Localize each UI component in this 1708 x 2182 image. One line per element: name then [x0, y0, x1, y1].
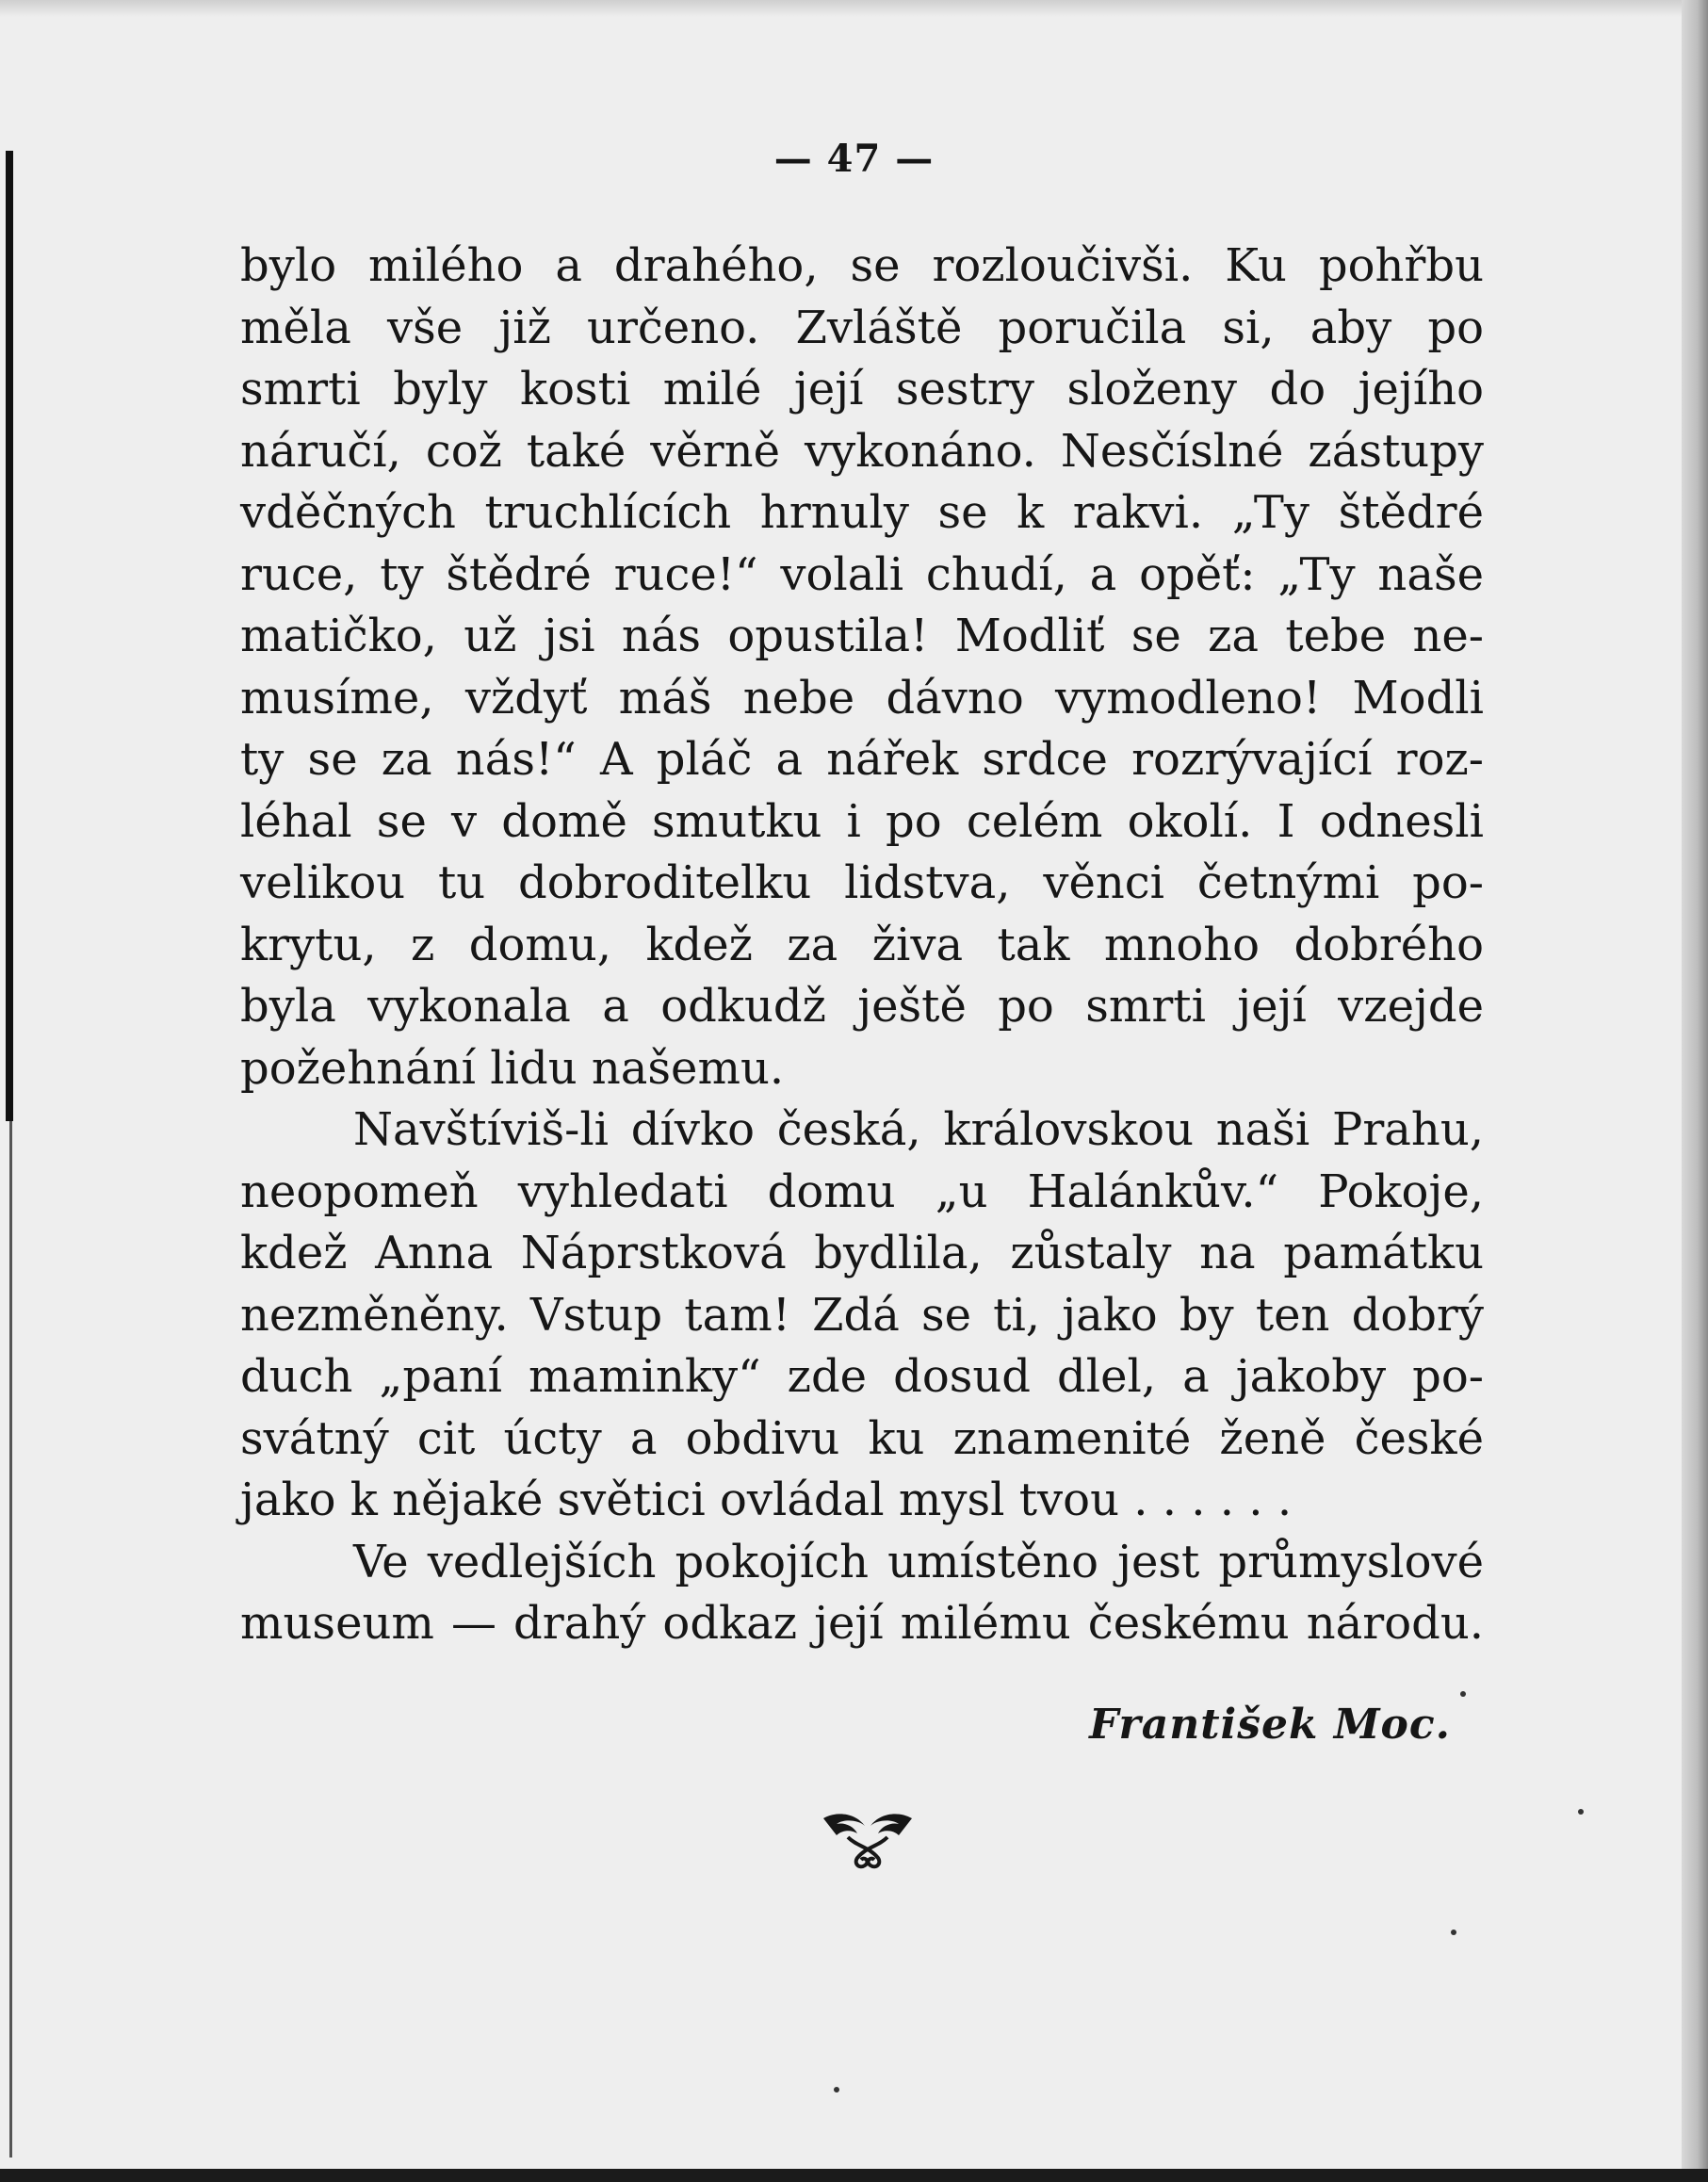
text-line: musíme, vždyť máš nebe dávno vymodleno! Modli: [240, 671, 1484, 725]
paper-speck: [834, 2087, 839, 2092]
text-line: svátný cit úcty a obdivu ku znamenité ženě české: [240, 1411, 1484, 1465]
body-text: [240, 236, 1484, 1655]
text-line: smrti byly kosti milé její sestry složeny do jejího: [240, 363, 1484, 415]
text-line: velikou tu dobroditelku lidstva, věnci četnými po-: [240, 856, 1484, 909]
paper-speck: [1460, 1691, 1466, 1697]
paper-speck: [1578, 1809, 1584, 1815]
text-line: byla vykonala a odkudž ještě po smrti její vzejde: [240, 980, 1484, 1033]
text-line: krytu, z domu, kdež za živa tak mnoho dobrého: [240, 918, 1484, 971]
page-number: — 47 —: [773, 137, 935, 181]
text-line: měla vše již určeno. Zvláště poručila si, aby po: [240, 301, 1484, 354]
page-right-edge: [1682, 0, 1708, 2182]
text-line: nezměněny. Vstup tam! Zdá se ti, jako by ten dobrý: [240, 1288, 1484, 1342]
ornament-icon: [816, 1809, 919, 1875]
binding-edge-lower: [9, 1121, 12, 2158]
author-signature: František Moc.: [1089, 1701, 1451, 1749]
page-bottom-edge: [0, 2169, 1708, 2182]
paragraph-start-line: Navštíviš-li dívko česká, královskou naši Prahu,: [353, 1103, 1484, 1156]
paper-speck: [1451, 1930, 1456, 1935]
text-line: kdež Anna Náprstková bydlila, zůstaly na památku: [240, 1227, 1484, 1279]
text-line: neopomeň vyhledati domu „u Halánkův.“ Pokoje,: [240, 1164, 1484, 1218]
text-line: matičko, už jsi nás opustila! Modliť se za tebe ne-: [240, 610, 1484, 662]
text-line: museum — drahý odkaz její milému českému národu.: [240, 1597, 1484, 1650]
text-line: vděčných truchlících hrnuly se k rakvi. „Ty štědré: [240, 486, 1484, 539]
paragraph-end-line: jako k nějaké světici ovládal mysl tvou . . . . . .: [240, 1474, 1293, 1526]
binding-edge: [6, 151, 13, 1121]
paragraph-end-line: požehnání lidu našemu.: [240, 1041, 785, 1095]
text-line: léhal se v domě smutku i po celém okolí. I odnesli: [240, 794, 1484, 848]
text-line: duch „paní maminky“ zde dosud dlel, a jakoby po-: [240, 1350, 1484, 1403]
text-line: ruce, ty štědré ruce!“ volali chudí, a opěť: „Ty naše: [240, 547, 1484, 601]
text-line: náručí, což také věrně vykonáno. Nesčíslné zástupy: [240, 424, 1484, 478]
paragraph-start-line: Ve vedlejších pokojích umístěno jest průmyslové: [353, 1535, 1484, 1588]
text-line: bylo milého a drahého, se rozloučivši. Ku pohřbu: [240, 239, 1484, 292]
text-line: ty se za nás!“ A pláč a nářek srdce rozrývající roz-: [240, 733, 1484, 786]
page-top-edge: [0, 0, 1708, 17]
